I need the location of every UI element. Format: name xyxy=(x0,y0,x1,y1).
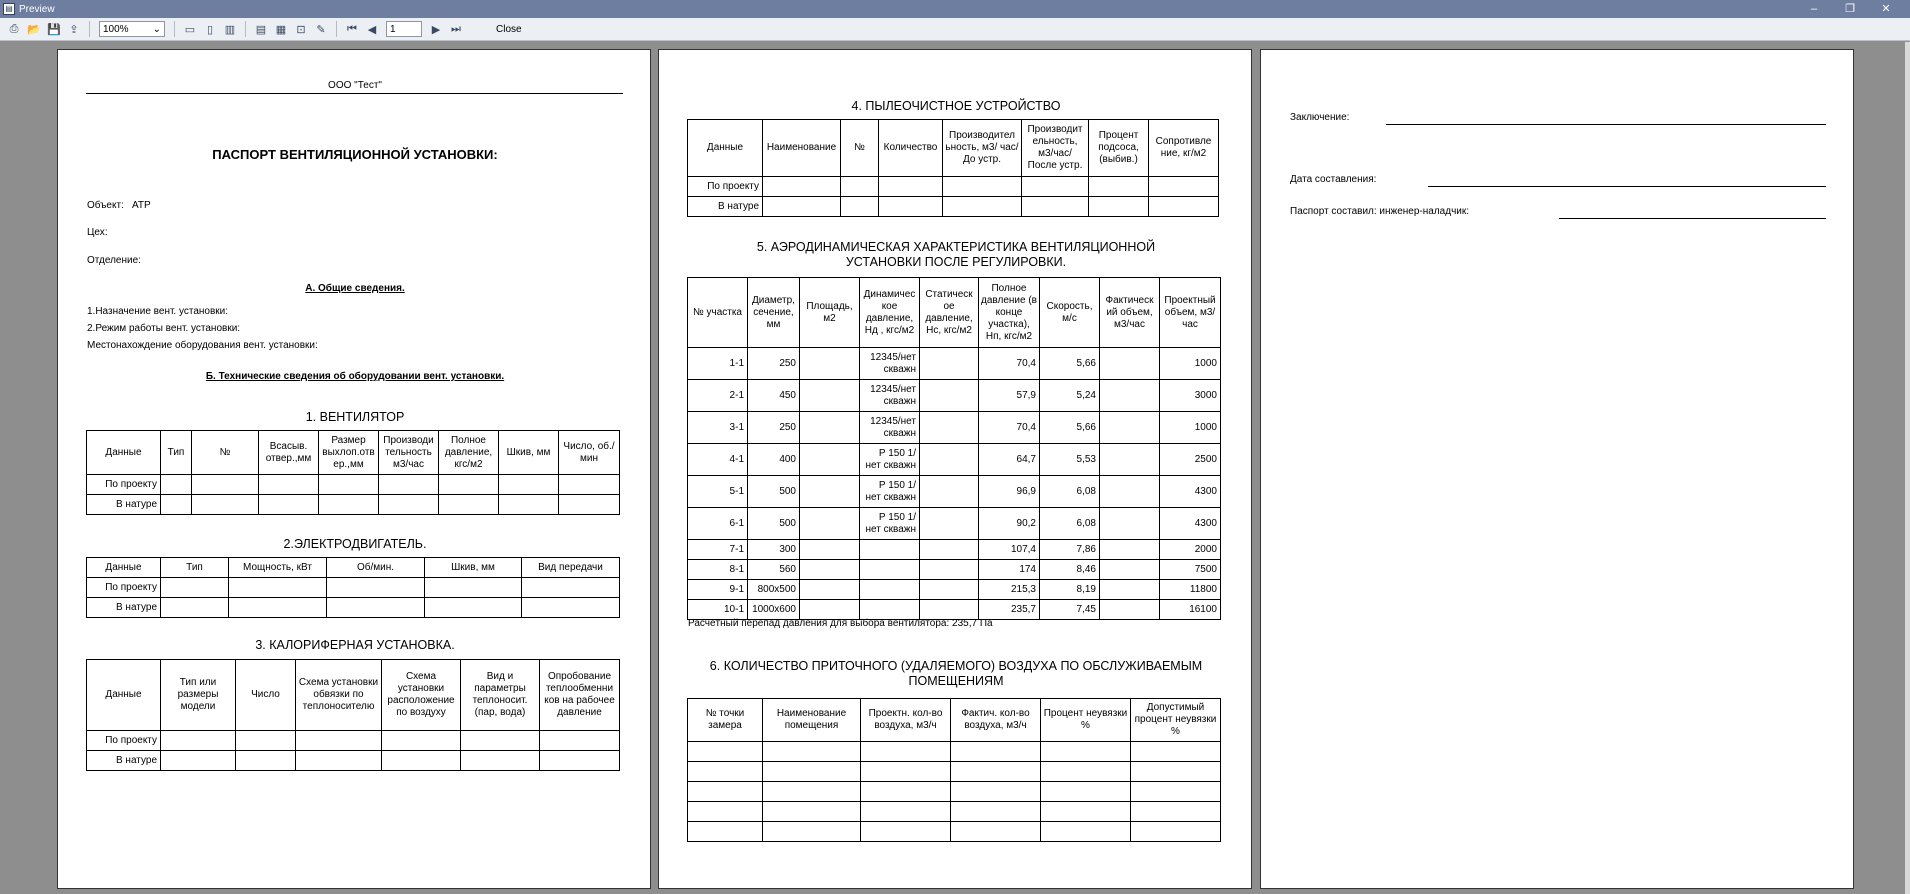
next-page-icon[interactable]: ▶ xyxy=(431,23,441,36)
table-header-cell: Число xyxy=(236,660,296,731)
table-header-cell: Статическ ое давление, Нс, кгс/м2 xyxy=(920,278,979,348)
table-cell xyxy=(763,822,861,842)
table-cell xyxy=(951,762,1041,782)
table-row xyxy=(688,560,1221,580)
fan-title: 1. ВЕНТИЛЯТОР xyxy=(305,410,405,424)
table-header-cell: Производител ьность, м3/ час/До устр. xyxy=(943,120,1022,177)
table-cell: 7,45 xyxy=(1040,600,1100,620)
fan-table xyxy=(86,430,620,515)
table-row xyxy=(688,412,1221,444)
table-header-cell: Процент подсоса, (выбив.) xyxy=(1089,120,1149,177)
table-cell: В натуре xyxy=(688,197,763,217)
heater-table xyxy=(86,659,620,771)
heater-title: 3. КАЛОРИФЕРНАЯ УСТАНОВКА. xyxy=(255,638,455,652)
table-cell xyxy=(800,444,860,476)
zoom-value: 100% xyxy=(103,23,129,35)
table-cell xyxy=(800,600,860,620)
object-label: Объект: xyxy=(87,200,124,211)
table-row xyxy=(688,348,1221,380)
table-header-cell: Производит ельность, м3/час/ После устр. xyxy=(1022,120,1089,177)
table-header-row xyxy=(87,660,620,731)
table-cell: 9-1 xyxy=(688,580,748,600)
table-cell: 96,9 xyxy=(979,476,1040,508)
section-a-title: А. Общие сведения. xyxy=(305,283,405,294)
pressure-note: Расчётный перепад давления для выбора вентилятора: 235,7 Па xyxy=(688,618,993,629)
table-cell: 400 xyxy=(748,444,800,476)
table-cell xyxy=(951,742,1041,762)
table-cell xyxy=(920,412,979,444)
window-titlebar xyxy=(0,0,1910,18)
table-cell: 250 xyxy=(748,412,800,444)
table-cell: 174 xyxy=(979,560,1040,580)
table-row xyxy=(688,508,1221,540)
table-cell xyxy=(688,822,763,842)
table-cell: 2-1 xyxy=(688,380,748,412)
table-row xyxy=(688,580,1221,600)
export-icon[interactable]: ⇪ xyxy=(69,23,79,36)
table-cell xyxy=(800,560,860,580)
date-line xyxy=(1428,186,1826,187)
report-page-1 xyxy=(57,49,651,889)
table-header-cell: Фактич. кол-во воздуха, м3/ч xyxy=(951,699,1041,742)
table-header-cell: № точки замера xyxy=(688,699,763,742)
zoom-select[interactable] xyxy=(99,21,165,37)
table-header-cell: Процент неувязки % xyxy=(1041,699,1131,742)
table-cell xyxy=(1131,782,1221,802)
table-cell xyxy=(1100,348,1160,380)
aero-title-line1: 5. АЭРОДИНАМИЧЕСКАЯ ХАРАКТЕРИСТИКА ВЕНТИЛЯЦИОННОЙ xyxy=(756,240,1156,254)
table-header-row xyxy=(688,120,1219,177)
object-value: АТР xyxy=(132,200,151,211)
table-cell xyxy=(1100,412,1160,444)
table-header-cell: Наименование помещения xyxy=(763,699,861,742)
table-cell: 300 xyxy=(748,540,800,560)
table-cell: 250 xyxy=(748,348,800,380)
table-cell: 7-1 xyxy=(688,540,748,560)
table-row xyxy=(87,751,620,771)
table-header-cell: Опробование теплообменни ков на рабочее давление xyxy=(540,660,620,731)
table-header-cell: Тип или размеры модели xyxy=(161,660,236,731)
table-header-row xyxy=(87,431,620,475)
two-pages-icon[interactable]: ▯ xyxy=(206,23,214,36)
toolbar-separator xyxy=(89,21,90,37)
purpose-label: 1.Назначение вент. установки: xyxy=(87,306,229,317)
table-cell xyxy=(1100,580,1160,600)
table-cell: 215,3 xyxy=(979,580,1040,600)
table-header-row xyxy=(688,278,1221,348)
last-page-icon[interactable]: ⏭ xyxy=(451,22,461,35)
table-cell: 12345/нет скважн xyxy=(860,380,920,412)
report-page-2 xyxy=(658,49,1252,889)
table-cell xyxy=(1041,782,1131,802)
table-cell xyxy=(800,476,860,508)
table-header-row xyxy=(87,558,620,578)
table-cell xyxy=(951,802,1041,822)
table-cell xyxy=(763,782,861,802)
company-name: ООО "Тест" xyxy=(328,80,382,91)
table-header-cell: Допустимый процент неувязки % xyxy=(1131,699,1221,742)
table-cell xyxy=(688,802,763,822)
table-row xyxy=(87,578,620,598)
shop-label: Цех: xyxy=(87,227,108,238)
table-header-cell: Тип xyxy=(161,558,229,578)
table-cell: 560 xyxy=(748,560,800,580)
table-cell xyxy=(860,540,920,560)
table-cell xyxy=(1041,742,1131,762)
table-cell xyxy=(1100,380,1160,412)
table-cell xyxy=(800,348,860,380)
table-cell: 107,4 xyxy=(979,540,1040,560)
table-header-cell: Схема установки обвязки по теплоносителю xyxy=(296,660,382,731)
table-cell xyxy=(800,580,860,600)
table-cell: 1000 xyxy=(1160,348,1221,380)
table-header-cell: Размер выхлоп.отв ер.,мм xyxy=(319,431,379,475)
table-cell: 3000 xyxy=(1160,380,1221,412)
table-header-cell: Тип xyxy=(161,431,192,475)
table-cell xyxy=(951,822,1041,842)
table-cell xyxy=(920,540,979,560)
table-header-cell: Об/мин. xyxy=(327,558,425,578)
table-row xyxy=(688,197,1219,217)
table-header-cell: Фактическ ий объем, м3/час xyxy=(1100,278,1160,348)
open-icon[interactable]: 📂 xyxy=(27,23,41,36)
table-header-cell: Диаметр, сечение, мм xyxy=(748,278,800,348)
table-cell xyxy=(920,560,979,580)
table-cell: По проекту xyxy=(87,475,161,495)
table-row xyxy=(87,475,620,495)
prev-page-icon[interactable]: ◀ xyxy=(367,23,377,36)
table-header-cell: Схема установки расположение по воздуху xyxy=(382,660,461,731)
table-cell xyxy=(920,508,979,540)
table-row xyxy=(688,762,1221,782)
table-cell xyxy=(1100,476,1160,508)
conclusion-line xyxy=(1386,124,1826,125)
dust-title: 4. ПЫЛЕОЧИСТНОЕ УСТРОЙСТВО xyxy=(851,99,1061,113)
table-row xyxy=(688,822,1221,842)
app-icon: ▤ xyxy=(3,3,15,15)
table-header-cell: Полное давление, кгс/м2 xyxy=(439,431,499,475)
table-cell: P 150 1/ нет скважн xyxy=(860,508,920,540)
passport-title: ПАСПОРТ ВЕНТИЛЯЦИОННОЙ УСТАНОВКИ: xyxy=(212,147,498,162)
table-cell: 70,4 xyxy=(979,348,1040,380)
table-cell: 5-1 xyxy=(688,476,748,508)
table-header-cell: Данные xyxy=(87,431,161,475)
table-cell xyxy=(1100,444,1160,476)
page-setup-icon[interactable]: ▤ xyxy=(255,23,267,36)
table-cell xyxy=(920,600,979,620)
aero-title-line2: УСТАНОВКИ ПОСЛЕ РЕГУЛИРОВКИ. xyxy=(845,255,1067,269)
report-page-3 xyxy=(1260,49,1854,889)
table-cell: 2500 xyxy=(1160,444,1221,476)
table-cell: 5,66 xyxy=(1040,412,1100,444)
table-cell xyxy=(800,508,860,540)
table-header-cell: Шкив, мм xyxy=(499,431,559,475)
author-label: Паспорт составил: инженер-наладчик: xyxy=(1290,206,1470,217)
table-header-cell: Число, об./ мин xyxy=(559,431,620,475)
table-header-cell: № xyxy=(841,120,879,177)
toolbar-separator xyxy=(174,21,175,37)
table-cell: 12345/нет скважн xyxy=(860,412,920,444)
department-label: Отделение: xyxy=(87,255,141,266)
table-row xyxy=(688,177,1219,197)
table-cell: 6,08 xyxy=(1040,476,1100,508)
table-header-cell: Проектн. кол-во воздуха, м3/ч xyxy=(861,699,951,742)
table-cell xyxy=(1100,600,1160,620)
close-button[interactable]: Close xyxy=(496,23,522,35)
table-header-cell: Количество xyxy=(879,120,943,177)
header-rule xyxy=(86,93,623,94)
table-cell xyxy=(1131,742,1221,762)
toolbar-separator xyxy=(245,21,246,37)
table-cell xyxy=(800,412,860,444)
table-cell xyxy=(861,762,951,782)
table-cell: По проекту xyxy=(87,578,161,598)
table-cell xyxy=(860,600,920,620)
table-cell xyxy=(920,444,979,476)
table-cell: 6-1 xyxy=(688,508,748,540)
first-page-icon[interactable]: ⏮ xyxy=(347,22,357,35)
table-row xyxy=(688,600,1221,620)
table-cell xyxy=(1131,762,1221,782)
table-cell: 8,46 xyxy=(1040,560,1100,580)
table-row xyxy=(688,742,1221,762)
table-cell: 1-1 xyxy=(688,348,748,380)
table-cell: 3-1 xyxy=(688,412,748,444)
table-header-cell: Скорость, м/с xyxy=(1040,278,1100,348)
table-header-cell: Сопротивле ние, кг/м2 xyxy=(1149,120,1219,177)
table-cell xyxy=(800,380,860,412)
edit-icon[interactable]: ✎ xyxy=(316,23,326,36)
one-page-icon[interactable]: ▭ xyxy=(184,23,196,36)
fit-page-icon[interactable]: ⊡ xyxy=(296,23,306,36)
table-row xyxy=(688,540,1221,560)
table-cell: 7500 xyxy=(1160,560,1221,580)
location-label: Местонахождение оборудования вент. установки: xyxy=(87,340,318,351)
aero-table xyxy=(687,277,1221,620)
table-cell: 4300 xyxy=(1160,508,1221,540)
table-cell: P 150 1/ нет скважн xyxy=(860,444,920,476)
table-cell xyxy=(920,580,979,600)
minimize-button[interactable]: – xyxy=(1810,3,1818,15)
table-cell: 4300 xyxy=(1160,476,1221,508)
table-cell: 8-1 xyxy=(688,560,748,580)
table-cell: 57,9 xyxy=(979,380,1040,412)
table-header-cell: № xyxy=(192,431,259,475)
table-cell xyxy=(860,580,920,600)
table-cell: 70,4 xyxy=(979,412,1040,444)
table-cell: 12345/нет скважн xyxy=(860,348,920,380)
table-cell: В натуре xyxy=(87,751,161,771)
table-cell xyxy=(1100,540,1160,560)
table-header-cell: Динамичес кое давление, Нд , кгс/м2 xyxy=(860,278,920,348)
table-cell: 11800 xyxy=(1160,580,1221,600)
table-cell xyxy=(688,762,763,782)
preview-toolbar xyxy=(0,18,1910,41)
multi-page-icon[interactable]: ▥ xyxy=(224,23,236,36)
date-label: Дата составления: xyxy=(1290,174,1377,185)
table-header-row xyxy=(688,699,1221,742)
table-cell: 10-1 xyxy=(688,600,748,620)
table-cell xyxy=(763,742,861,762)
table-header-cell: Наименование xyxy=(763,120,841,177)
table-cell: 4-1 xyxy=(688,444,748,476)
table-cell: 5,24 xyxy=(1040,380,1100,412)
chevron-down-icon: ⌄ xyxy=(152,23,161,35)
table-cell: 8,19 xyxy=(1040,580,1100,600)
table-cell: По проекту xyxy=(87,731,161,751)
table-cell: 5,66 xyxy=(1040,348,1100,380)
vertical-scrollbar[interactable] xyxy=(1905,42,1910,894)
table-cell: P 150 1/ нет скважн xyxy=(860,476,920,508)
table-cell xyxy=(1100,508,1160,540)
table-cell xyxy=(920,476,979,508)
table-cell: 800х500 xyxy=(748,580,800,600)
page-width-icon[interactable]: ▦ xyxy=(275,23,287,36)
table-header-cell: Вид передачи xyxy=(522,558,620,578)
table-row xyxy=(688,782,1221,802)
table-header-cell: Данные xyxy=(688,120,763,177)
table-cell: 7,86 xyxy=(1040,540,1100,560)
air-title-line2: ПОМЕЩЕНИЯМ xyxy=(908,674,1004,688)
table-cell: 1000 xyxy=(1160,412,1221,444)
table-header-cell: № участка xyxy=(688,278,748,348)
table-cell: 90,2 xyxy=(979,508,1040,540)
table-cell: 500 xyxy=(748,476,800,508)
table-cell xyxy=(1041,822,1131,842)
page-number-input[interactable] xyxy=(386,21,422,37)
table-cell xyxy=(1100,560,1160,580)
table-cell: В натуре xyxy=(87,598,161,618)
table-cell xyxy=(861,742,951,762)
table-cell xyxy=(861,822,951,842)
conclusion-label: Заключение: xyxy=(1290,112,1350,123)
table-header-cell: Мощность, кВт xyxy=(229,558,327,578)
table-cell xyxy=(688,742,763,762)
table-header-cell: Площадь, м2 xyxy=(800,278,860,348)
table-cell: 2000 xyxy=(1160,540,1221,560)
table-cell: 235,7 xyxy=(979,600,1040,620)
table-cell xyxy=(763,762,861,782)
table-cell: 500 xyxy=(748,508,800,540)
table-cell: 1000х600 xyxy=(748,600,800,620)
motor-table xyxy=(86,557,620,618)
table-header-cell: Проектный объем, м3/ час xyxy=(1160,278,1221,348)
section-b-title: Б. Технические сведения об оборудовании вент. установки. xyxy=(205,371,505,382)
air-table xyxy=(687,698,1221,842)
table-row xyxy=(87,731,620,751)
table-cell xyxy=(1041,762,1131,782)
table-cell: 450 xyxy=(748,380,800,412)
table-cell: В натуре xyxy=(87,495,161,515)
table-cell xyxy=(688,782,763,802)
mode-label: 2.Режим работы вент. установки: xyxy=(87,323,241,334)
table-row xyxy=(87,495,620,515)
table-row xyxy=(688,476,1221,508)
table-header-cell: Данные xyxy=(87,558,161,578)
restore-button[interactable]: ❐ xyxy=(1845,3,1855,15)
table-row xyxy=(688,380,1221,412)
table-header-cell: Полное давление (в конце участка), Нп, кгс/м2 xyxy=(979,278,1040,348)
table-header-cell: Всасыв. отвер.,мм xyxy=(259,431,319,475)
table-cell: 5,53 xyxy=(1040,444,1100,476)
table-header-cell: Производи тельность м3/час xyxy=(379,431,439,475)
table-cell xyxy=(951,782,1041,802)
close-window-button[interactable]: ✕ xyxy=(1881,3,1891,15)
table-cell xyxy=(860,560,920,580)
table-cell xyxy=(1131,822,1221,842)
table-row xyxy=(688,444,1221,476)
table-cell xyxy=(1041,802,1131,822)
table-cell xyxy=(1131,802,1221,822)
print-icon[interactable]: ⎙ xyxy=(9,22,19,35)
table-cell xyxy=(861,802,951,822)
table-header-cell: Вид и параметры теплоносит. (пар, вода) xyxy=(461,660,540,731)
table-cell: 6,08 xyxy=(1040,508,1100,540)
toolbar-separator xyxy=(336,21,337,37)
author-line xyxy=(1559,218,1826,219)
table-row xyxy=(87,598,620,618)
table-cell: 64,7 xyxy=(979,444,1040,476)
window-title: Preview xyxy=(19,3,55,15)
dust-table xyxy=(687,119,1219,217)
table-cell xyxy=(800,540,860,560)
table-cell xyxy=(861,782,951,802)
table-header-cell: Шкив, мм xyxy=(425,558,522,578)
save-icon[interactable]: 💾 xyxy=(47,23,61,36)
air-title-line1: 6. КОЛИЧЕСТВО ПРИТОЧНОГО (УДАЛЯЕМОГО) ВОЗДУХА ПО ОБСЛУЖИВАЕМЫМ xyxy=(709,659,1203,673)
table-cell: 16100 xyxy=(1160,600,1221,620)
table-cell: По проекту xyxy=(688,177,763,197)
motor-title: 2.ЭЛЕКТРОДВИГАТЕЛЬ. xyxy=(283,537,427,551)
table-cell xyxy=(763,802,861,822)
table-header-cell: Данные xyxy=(87,660,161,731)
table-cell xyxy=(920,348,979,380)
table-cell xyxy=(920,380,979,412)
table-row xyxy=(688,802,1221,822)
